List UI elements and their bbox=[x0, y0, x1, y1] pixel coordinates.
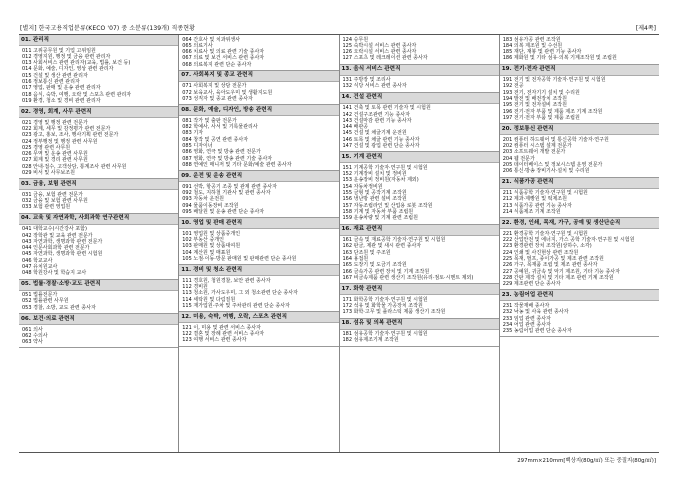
category-section bbox=[19, 35, 178, 107]
occupation-item: 225 목재, 펄프, 종이가공 및 제조 관련 조작원 bbox=[502, 255, 604, 262]
category-items bbox=[340, 295, 499, 317]
category-section bbox=[179, 312, 338, 346]
category-items bbox=[340, 76, 499, 92]
table-column bbox=[340, 35, 500, 452]
occupation-item: 114 세탁원 및 다림질원 bbox=[182, 296, 236, 303]
category-section bbox=[500, 65, 659, 125]
occupation-item: 132 식당 서비스 관련 종사자 bbox=[342, 83, 407, 90]
occupation-item: 233 임업 관련 종사자 bbox=[502, 315, 551, 322]
occupation-item: 235 농림어업 관련 단순 종사자 bbox=[502, 328, 572, 335]
occupation-item: 212 제과·제빵원 및 떡제조원 bbox=[502, 196, 567, 203]
occupation-item: 027 회계 및 경리 관련 사무원 bbox=[22, 157, 88, 164]
occupation-item: 091 선박, 항공기 조종 및 관제 관련 종사자 bbox=[182, 183, 277, 190]
occupation-item: 232 낙농 및 사육 관련 종사자 bbox=[502, 309, 569, 316]
occupation-item: 028 안내·접수, 고객상담, 통계조사 관련 사무원 bbox=[22, 163, 127, 170]
occupation-item: 228 간판 제작 설치 및 기타 제조 관련 기계 조작원 bbox=[502, 274, 614, 281]
category-title: 22. 환경, 인쇄, 목재, 가구, 공예 및 생산단순직 bbox=[500, 218, 659, 229]
occupation-item: 084 창작 및 공연 관련 종사자 bbox=[182, 136, 249, 143]
occupation-item: 222 산업안전 및 에너지, 가스 공학 기술자·연구원 및 시험원 bbox=[502, 237, 635, 244]
category-title: 23. 농림어업 관련직 bbox=[500, 290, 659, 301]
classification-table bbox=[19, 34, 659, 453]
occupation-item: 026 무역 및 운송 관련 사무원 bbox=[22, 151, 88, 158]
occupation-item: 012 경영지원, 행정 및 금융 관련 관리자 bbox=[22, 53, 111, 60]
occupation-item: 093 자동차 운전원 bbox=[182, 196, 224, 203]
category-title: 02. 경영, 회계, 사무 관련직 bbox=[19, 107, 178, 118]
occupation-item: 105 노점·이동·방문 판매원 및 판매관련 단순 종사원 bbox=[182, 255, 297, 262]
occupation-item: 052 법률관련 사무원 bbox=[22, 298, 69, 305]
category-section bbox=[500, 290, 659, 337]
occupation-item: 214 식품제조 기계 조작원 bbox=[502, 208, 561, 215]
occupation-item: 223 환경관련 장치 조작원(상하수, 소각) bbox=[502, 243, 592, 250]
occupation-item: 113 청소원, 가사도우미, 그 외 청소관련 단순 종사자 bbox=[182, 290, 298, 297]
occupation-item: 197 전기·전자 부품 및 제품 조립원 bbox=[502, 114, 580, 121]
category-section bbox=[340, 35, 499, 65]
occupation-item: 231 작물재배 종사자 bbox=[502, 302, 550, 309]
occupation-item: 041 대학교수(시간강사 포함) bbox=[22, 226, 87, 233]
occupation-item: 045 자연과학, 생명과학 관련 시험원 bbox=[22, 251, 103, 258]
occupation-item: 166 금속가공 관련 장치 및 기계 조작원 bbox=[342, 268, 430, 275]
occupation-item: 206 통신·방송 장비기사·설치 및 수리원 bbox=[502, 168, 590, 175]
category-items bbox=[19, 118, 178, 178]
category-section bbox=[19, 314, 178, 348]
occupation-item: 062 수의사 bbox=[22, 332, 48, 339]
category-items bbox=[340, 236, 499, 284]
occupation-item: 048 학원강사 및 학습지 교사 bbox=[22, 270, 87, 277]
occupation-item: 143 건설마감 관련 기능 종사자 bbox=[342, 117, 412, 124]
occupation-item: 154 자동차정비원 bbox=[342, 183, 383, 190]
table-column bbox=[179, 35, 339, 452]
occupation-item: 181 섬유공학 기술자·연구원 및 시험원 bbox=[342, 331, 428, 337]
occupation-item: 221 환경공학 기술자·연구원 및 시험원 bbox=[502, 230, 588, 237]
occupation-item: 156 냉난방 관련 설비 조작원 bbox=[342, 196, 407, 203]
occupation-item: 122 결혼 및 장례 관련 서비스 종사자 bbox=[182, 331, 265, 337]
occupation-item: 103 판매원 및 상품대여원 bbox=[182, 243, 241, 250]
occupation-item: 226 가구, 목재품 조립 및 제조 관련 종사자 bbox=[502, 262, 598, 269]
occupation-item: 024 정부행정 및 행정 관련 사무원 bbox=[22, 138, 98, 145]
category-title: 05. 법률·경찰·소방·교도 관련직 bbox=[19, 280, 178, 291]
occupation-item: 184 의복 제조원 및 수선원 bbox=[502, 42, 563, 49]
category-title: 06. 보건·의료 관련직 bbox=[19, 314, 178, 325]
category-items bbox=[19, 225, 178, 279]
occupation-item: 022 회계, 세무 및 감정평가 관련 전문가 bbox=[22, 125, 111, 132]
category-title: 21. 식품가공 관련직 bbox=[500, 178, 659, 189]
category-section bbox=[500, 124, 659, 177]
category-section bbox=[500, 35, 659, 65]
occupation-item: 115 재가업원·주차 및 주차관리 관련 단순 종사자 bbox=[182, 302, 290, 309]
occupation-item: 142 건설구조관련 기능 종사자 bbox=[342, 111, 410, 118]
occupation-item: 204 웹 전문가 bbox=[502, 155, 535, 162]
occupation-item: 234 어업 관련 종사자 bbox=[502, 321, 551, 328]
occupation-item: 023 광고, 홍보, 조사, 행사기획 관련 전문가 bbox=[22, 132, 119, 139]
occupation-item: 019 환경, 청소 및 경비 관련 관리자 bbox=[22, 97, 101, 104]
occupation-item: 013 사회서비스 관련 관리자(교육, 법률, 보건 등) bbox=[22, 60, 131, 67]
occupation-item: 071 사회복지 및 상담 전문가 bbox=[182, 83, 247, 90]
occupation-item: 085 디자이너 bbox=[182, 143, 213, 150]
category-title: 11. 경비 및 청소 관련직 bbox=[179, 265, 338, 276]
category-items bbox=[179, 116, 338, 170]
occupation-item: 227 공예원, 귀금속 및 악기 제조원, 기타 기능 종사자 bbox=[502, 268, 620, 275]
category-section bbox=[340, 319, 499, 347]
category-title: 03. 금융, 보험 관련직 bbox=[19, 179, 178, 190]
occupation-item: 161 금속 및 재료공학 기술자·연구원 및 시험원 bbox=[342, 237, 446, 244]
occupation-item: 157 자동조립라인 및 산업용 로봇 조작원 bbox=[342, 202, 433, 209]
occupation-item: 111 경호원, 청원경찰, 보안 관련 종사자 bbox=[182, 277, 271, 284]
occupation-item: 182 섬유제조기계 조작원 bbox=[342, 337, 399, 344]
category-section bbox=[500, 218, 659, 290]
category-section bbox=[179, 265, 338, 312]
occupation-item: 192 전공 bbox=[502, 83, 524, 90]
occupation-item: 203 소프트웨어 개발 전문가 bbox=[502, 149, 566, 156]
category-title: 17. 화학 관련직 bbox=[340, 284, 499, 295]
category-items bbox=[179, 82, 338, 104]
category-section bbox=[340, 93, 499, 153]
page-number: [제4쪽] bbox=[635, 25, 656, 32]
category-items bbox=[500, 76, 659, 124]
category-section bbox=[19, 214, 178, 280]
category-title: 19. 전기·전자 관련직 bbox=[500, 65, 659, 76]
category-section bbox=[340, 284, 499, 318]
occupation-item: 031 금융, 보험 관련 전문가 bbox=[22, 191, 83, 198]
occupation-item: 112 경비원 bbox=[182, 284, 208, 291]
occupation-item: 172 석유 및 화학물 가공장치 조작원 bbox=[342, 302, 423, 309]
occupation-item: 061 의사 bbox=[22, 326, 43, 333]
occupation-item: 066 치료사 및 의료 관련 기술 종사자 bbox=[182, 49, 265, 56]
occupation-item: 155 금형 및 공작기계 조작원 bbox=[342, 190, 407, 197]
occupation-item: 205 데이터베이스 및 정보시스템 운영 전문가 bbox=[502, 161, 603, 168]
category-section bbox=[340, 225, 499, 285]
occupation-item: 123 여행 서비스 관련 종사자 bbox=[182, 337, 247, 344]
category-section bbox=[179, 71, 338, 105]
occupation-item: 102 부동산 중개인 bbox=[182, 237, 224, 244]
occupation-item: 014 문화, 예술, 디자인, 영상 관련 관리자 bbox=[22, 66, 114, 73]
occupation-item: 125 숙박시설 서비스 관련 종사자 bbox=[342, 42, 417, 49]
category-title: 12. 미용, 숙박, 여행, 오락, 스포츠 관련직 bbox=[179, 312, 338, 323]
occupation-item: 016 정보통신 관련 관리자 bbox=[22, 78, 80, 85]
occupation-item: 081 작가 및 출판 전문가 bbox=[182, 117, 237, 124]
occupation-item: 067 의료 및 보건 서비스 관련 종사자 bbox=[182, 55, 265, 62]
occupation-item: 082 학예사, 사서 및 기록물관리사 bbox=[182, 124, 258, 131]
occupation-item: 229 제조관련 단순 종사자 bbox=[502, 281, 561, 288]
category-title: 10. 영업 및 판매 관련직 bbox=[179, 218, 338, 229]
category-section bbox=[179, 171, 338, 218]
occupation-item: 017 영업, 판매 및 운송 관련 관리자 bbox=[22, 85, 101, 92]
occupation-item: 124 승무원 bbox=[342, 36, 369, 43]
category-items bbox=[340, 163, 499, 223]
category-section bbox=[19, 179, 178, 213]
occupation-item: 151 기계공학 기술자·연구원 및 시험원 bbox=[342, 164, 428, 171]
occupation-item: 183 섬유가공 관련 조작원 bbox=[502, 36, 561, 43]
category-title: 13. 음식 서비스 관련직 bbox=[340, 65, 499, 76]
paper-spec: 297mm×210mm[백상지(80g/㎡) 또는 중질지(80g/㎡)] bbox=[517, 458, 656, 464]
category-items bbox=[340, 35, 499, 64]
category-section bbox=[340, 152, 499, 224]
occupation-item: 165 도장기 및 도금기 조작원 bbox=[342, 262, 407, 269]
category-section bbox=[19, 107, 178, 179]
category-items bbox=[340, 104, 499, 152]
category-items bbox=[500, 189, 659, 218]
category-items bbox=[19, 190, 178, 212]
table-column bbox=[500, 35, 659, 452]
occupation-item: 141 건축 및 토목 관련 기술자 및 시험원 bbox=[342, 105, 431, 112]
category-title: 18. 섬유 및 의복 관련직 bbox=[340, 319, 499, 330]
document-title: [별지] 한국고용직업분류(KECO '07) 중 소분류(139개) 직종현황 bbox=[20, 25, 196, 32]
category-section bbox=[19, 280, 178, 314]
category-items bbox=[500, 301, 659, 336]
occupation-item: 025 경영 관련 사무원 bbox=[22, 144, 71, 151]
category-items bbox=[179, 35, 338, 70]
occupation-item: 164 용접원 bbox=[342, 255, 369, 262]
category-section bbox=[500, 178, 659, 219]
category-items bbox=[179, 182, 338, 217]
occupation-item: 171 화학공학 기술자·연구원 및 시험원 bbox=[342, 296, 428, 303]
occupation-item: 193 전기, 전자기기 설치 및 수리원 bbox=[502, 89, 580, 96]
occupation-item: 086 영화, 연극 및 방송 관련 전문가 bbox=[182, 149, 261, 156]
occupation-item: 095 배달원 및 운송 관련 단순 종사자 bbox=[182, 208, 265, 215]
occupation-item: 072 보육교사, 육아도우미 및 생활지도원 bbox=[182, 89, 273, 96]
occupation-item: 053 경찰, 소방, 교도 관련 종사자 bbox=[22, 304, 96, 311]
category-title: 09. 운전 및 운송 관련직 bbox=[179, 171, 338, 182]
occupation-item: 201 컴퓨터 하드웨어 및 통신공학 기술자·연구원 bbox=[502, 136, 609, 143]
occupation-item: 044 인문사회과학 관련 전문가 bbox=[22, 245, 90, 252]
occupation-item: 015 건설 및 생산 관련 관리자 bbox=[22, 72, 88, 79]
category-section bbox=[179, 105, 338, 171]
occupation-item: 145 건설 및 채굴기계 운전원 bbox=[342, 130, 407, 137]
occupation-item: 033 보험 관련 영업원 bbox=[22, 204, 71, 211]
table-column bbox=[19, 35, 179, 452]
category-section bbox=[179, 218, 338, 265]
occupation-item: 152 기계장비 설치 및 정비원 bbox=[342, 171, 407, 178]
occupation-item: 191 전기 및 전자공학 기술자·연구원 및 시험원 bbox=[502, 77, 606, 84]
occupation-item: 029 비서 및 사무보조원 bbox=[22, 170, 75, 177]
occupation-item: 073 성직자 및 종교 관련 종사자 bbox=[182, 96, 253, 103]
occupation-item: 202 컴퓨터 시스템 설계 전문가 bbox=[502, 143, 572, 150]
category-items bbox=[179, 323, 338, 345]
occupation-item: 186 제화원 및 기타 섬유·의복 기계조작원 및 조립원 bbox=[502, 55, 617, 62]
occupation-item: 185 재단, 재봉 및 관련 기능 종사자 bbox=[502, 49, 582, 56]
occupation-item: 083 기자 bbox=[182, 130, 204, 137]
category-title: 01. 관리직 bbox=[19, 35, 178, 46]
category-items bbox=[500, 35, 659, 64]
occupation-item: 042 장학관 및 교육 관련 전문가 bbox=[22, 232, 93, 239]
occupation-item: 159 운송차량 및 기계 관련 조립원 bbox=[342, 215, 418, 222]
occupation-item: 032 금융 및 보험 관련 사무원 bbox=[22, 198, 88, 205]
occupation-item: 194 발전 및 배전장치 조작원 bbox=[502, 96, 567, 103]
category-items bbox=[340, 330, 499, 346]
occupation-item: 088 연예인 매니저 및 기타 문화/예술 관련 종사자 bbox=[182, 161, 292, 168]
occupation-item: 162 판금, 제관 및 새시 관련 종사자 bbox=[342, 243, 422, 250]
category-title: 16. 재료 관련직 bbox=[340, 225, 499, 236]
category-items bbox=[19, 46, 178, 106]
occupation-item: 163 단조원 및 주조원 bbox=[342, 249, 391, 256]
category-title: 20. 정보통신 관련직 bbox=[500, 124, 659, 135]
occupation-item: 011 고위공무원 및 기업 고위임원 bbox=[22, 47, 96, 54]
category-title: 04. 교육 및 자연과학, 사회과학 연구관련직 bbox=[19, 214, 178, 225]
category-items bbox=[179, 276, 338, 311]
occupation-item: 068 의료복지 관련 단순 종사자 bbox=[182, 61, 252, 68]
occupation-item: 146 토목 및 채굴 관련 기능 종사자 bbox=[342, 136, 420, 143]
occupation-item: 063 약사 bbox=[22, 339, 43, 346]
occupation-item: 065 의료기사 bbox=[182, 42, 213, 49]
category-title: 15. 기계 관련직 bbox=[340, 152, 499, 163]
occupation-item: 126 오락시설 서비스 관련 종사자 bbox=[342, 49, 417, 56]
occupation-item: 104 계산원 및 매표원 bbox=[182, 249, 231, 256]
occupation-item: 092 철도, 지하철 기관사 및 관련 종사자 bbox=[182, 190, 271, 197]
category-title: 07. 사회복지 및 종교 관련직 bbox=[179, 71, 338, 82]
category-title: 08. 문화, 예술, 디자인, 방송 관련직 bbox=[179, 105, 338, 116]
occupation-item: 046 학교교사 bbox=[22, 257, 53, 264]
occupation-item: 064 간호사 및 치과위생사 bbox=[182, 36, 241, 43]
occupation-item: 153 운송장비 정비원(자동차 제외) bbox=[342, 177, 419, 184]
occupation-item: 158 기계 및 자동차 부품 조립원 bbox=[342, 208, 414, 215]
occupation-item: 121 이, 미용 및 관련 서비스 종사자 bbox=[182, 324, 261, 331]
category-items bbox=[500, 135, 659, 176]
occupation-item: 167 비금속제품 관련 생산기 조작원(유리·점토·시멘트 제외) bbox=[342, 274, 474, 281]
occupation-item: 196 전기·전자 부품 및 제품 제조 기계 조작원 bbox=[502, 108, 603, 115]
occupation-item: 195 전기 및 전자설비 조작원 bbox=[502, 102, 567, 109]
category-items bbox=[500, 229, 659, 289]
category-items bbox=[19, 325, 178, 347]
occupation-item: 144 배관공 bbox=[342, 124, 369, 131]
occupation-item: 224 인쇄 및 사진현상 관련 조작원 bbox=[502, 249, 579, 256]
category-section bbox=[340, 65, 499, 93]
occupation-item: 087 영화, 연극 및 방송 관련 기술 종사자 bbox=[182, 155, 273, 162]
occupation-item: 018 음식, 숙박, 여행, 오락 및 스포츠 관련 관리자 bbox=[22, 91, 132, 98]
occupation-item: 047 유치원교사 bbox=[22, 264, 58, 271]
occupation-item: 173 화학·고무 및 플라스틱 제품 생산기 조작원 bbox=[342, 309, 446, 316]
occupation-item: 127 스포츠 및 레크레이션 관련 종사자 bbox=[342, 55, 428, 62]
category-section bbox=[179, 35, 338, 71]
occupation-item: 043 자연과학, 생명과학 관련 전문가 bbox=[22, 238, 103, 245]
category-title: 14. 건설 관련직 bbox=[340, 93, 499, 104]
occupation-item: 021 경영 및 행정 관련 전문가 bbox=[22, 119, 88, 126]
occupation-item: 131 주방장 및 조리사 bbox=[342, 77, 391, 84]
occupation-item: 051 법률전문가 bbox=[22, 292, 58, 299]
occupation-item: 101 영업원 및 상품중개인 bbox=[182, 230, 241, 237]
occupation-item: 213 식품가공 관련 기능 종사자 bbox=[502, 202, 572, 209]
occupation-item: 211 식품공학 기술자·연구원 및 시험원 bbox=[502, 190, 588, 197]
category-items bbox=[179, 229, 338, 264]
category-items bbox=[19, 291, 178, 313]
occupation-item: 094 물품이동장비 조작원 bbox=[182, 202, 239, 209]
occupation-item: 147 건설 및 광업 관련 단순 종사자 bbox=[342, 143, 420, 150]
